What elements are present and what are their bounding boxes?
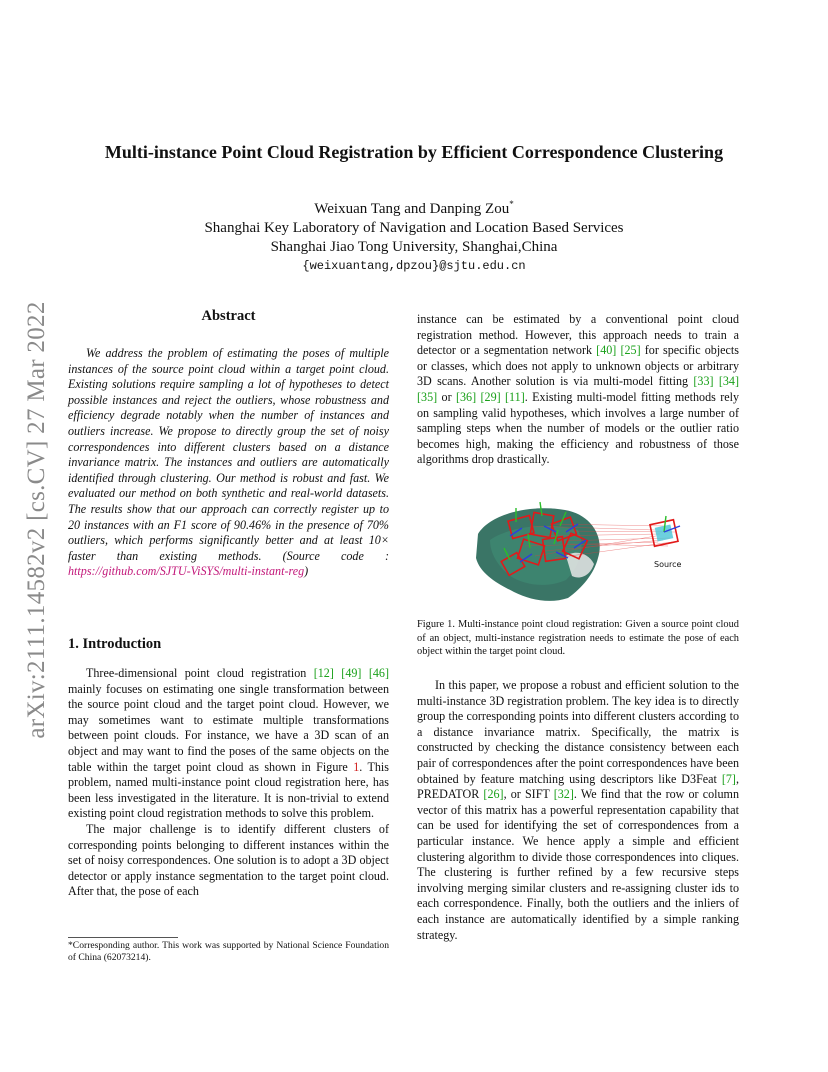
citation-35[interactable]: [35]	[417, 389, 438, 404]
intro-paragraph-1: Three-dimensional point cloud registration [12] [49] [46] mainly focuses on estimating one single transformation between the source point cloud and the target point cloud. However, we may sometimes want to estimate multiple transformations between point clouds. For instance, we have a 3D scan of an object and may want to find the poses of the same objects on the table within the target point cloud as shown in Figure 1. This problem, named multi-instance point cloud registration here, has been less investigated in the literature. It is non-trivial to extend existing point cloud registration methods to solve this problem.	[68, 666, 390, 821]
citation-32[interactable]: [32]	[553, 787, 574, 802]
citation-7[interactable]: [7]	[721, 771, 736, 786]
author-email: {weixuantang,dpzou}@sjtu.edu.cn	[302, 259, 526, 273]
citation-25[interactable]: [25]	[620, 343, 641, 358]
citation-11[interactable]: [11]	[505, 389, 525, 404]
figure-1-reference[interactable]: 1	[353, 759, 360, 774]
footnote-rule	[68, 937, 178, 938]
arxiv-identifier	[22, 280, 52, 760]
affiliation-lab: Shanghai Key Laboratory of Navigation and Location Based Services	[204, 220, 624, 236]
author-names: Weixuan Tang and Danping Zou*	[314, 199, 514, 217]
arxiv-identifier-text: arXiv:2111.14582v2 [cs.CV] 27 Mar 2022	[23, 301, 50, 739]
citation-12[interactable]: [12]	[313, 666, 334, 680]
introduction-heading: 1. Introduction	[68, 636, 162, 652]
citation-34[interactable]: [34]	[718, 374, 739, 389]
abstract-body: We address the problem of estimating the poses of multiple instances of the source point cloud within a target point cloud. Existing solutions require sampling a lot of hypotheses to detect possible instances and reject the outliers, whose robustness and efficiency degrade notably when the number of instances and outliers increase. We propose to directly group the set of noisy correspondences into different clusters based on a distance invariance matrix. The instances and outliers are automatically identified through clustering. Our method is robust and fast. We evaluated our method on both synthetic and real-world datasets. The results show that our approach can correctly register up to 20 instances with an F1 score of 90.46% in the presence of 70% outliers, which performs significantly better and at least 10× faster than existing methods. (Source code : https://github.com/SJTU-ViSYS/multi-instant-reg)	[68, 346, 389, 579]
introduction-body	[68, 666, 389, 900]
footnote: *Corresponding author. This work was supported by National Science Foundation of China (62073214).	[68, 940, 389, 963]
citation-29[interactable]: [29]	[480, 389, 501, 404]
author-block	[0, 195, 828, 276]
citation-33[interactable]: [33]	[693, 374, 714, 389]
right-column-continuation: instance can be estimated by a conventional point cloud registration method. However, this approach needs to train a detector or a segmentation network [40] [25] for specific objects or classes, which does not apply to unknown objects or arbitrary 3D scans. Another solution is via multi-model fitting [33] [34] [35] or [36] [29] [11]. Existing multi-model fitting methods rely on sampling valid hypotheses, which involves a large number of sampling steps when the number of models or the outlier ratio becomes high, making the efficiency and robustness of those algorithms drop drastically.	[417, 312, 740, 467]
intro-paragraph-2: The major challenge is to identify different clusters of corresponding points belonging to different instances within the set of noisy correspondences. One solution is to adopt a 3D object detector or apply instance segmentation to the target point cloud. After that, the pose of each	[68, 821, 389, 899]
citation-40[interactable]: [40]	[596, 343, 617, 358]
citation-46[interactable]: [46]	[368, 666, 390, 680]
figure-1-image	[470, 496, 700, 606]
citation-26[interactable]: [26]	[483, 787, 504, 802]
right-column-body: In this paper, we propose a robust and efficient solution to the multi-instance 3D registration problem. The key idea is to directly group the corresponding points into different clusters according to a distance invariance matrix. Specifically, the matrix is constructed by checking the distance consistency between each pair of correspondences after the point correspondences have been obtained by feature matching using descriptors like D3Feat [7], PREDATOR [26], or SIFT [32]. We find that the row or column vector of this matrix has a powerful representation capability that can be used for identifying the set of correspondences from a particular instance. We hence apply a simple and efficient clustering algorithm to divide those correspondences into cliques. The clustering is further refined by a few recursive steps involving merging similar clusters and re-assigning cluster ids to each correspondence. Finally, both the outliers and the inliers of each instance are automatically identified by a simple ranking strategy.	[417, 678, 739, 942]
figure-1-caption: Figure 1. Multi-instance point cloud registration: Given a source point cloud of an object, multi-instance registration needs to estimate the pose of each object within the target point cloud.	[417, 619, 739, 657]
source-label: Source	[654, 560, 682, 569]
paper-title: Multi-instance Point Cloud Registration by Efficient Correspondence Clustering	[104, 142, 724, 162]
citation-49[interactable]: [49]	[341, 666, 362, 680]
source-code-link[interactable]: https://github.com/SJTU-ViSYS/multi-instant-reg	[68, 564, 305, 579]
abstract-heading: Abstract	[201, 308, 256, 324]
affiliation-university: Shanghai Jiao Tong University, Shanghai,China	[270, 239, 558, 255]
citation-36[interactable]: [36]	[455, 389, 477, 404]
